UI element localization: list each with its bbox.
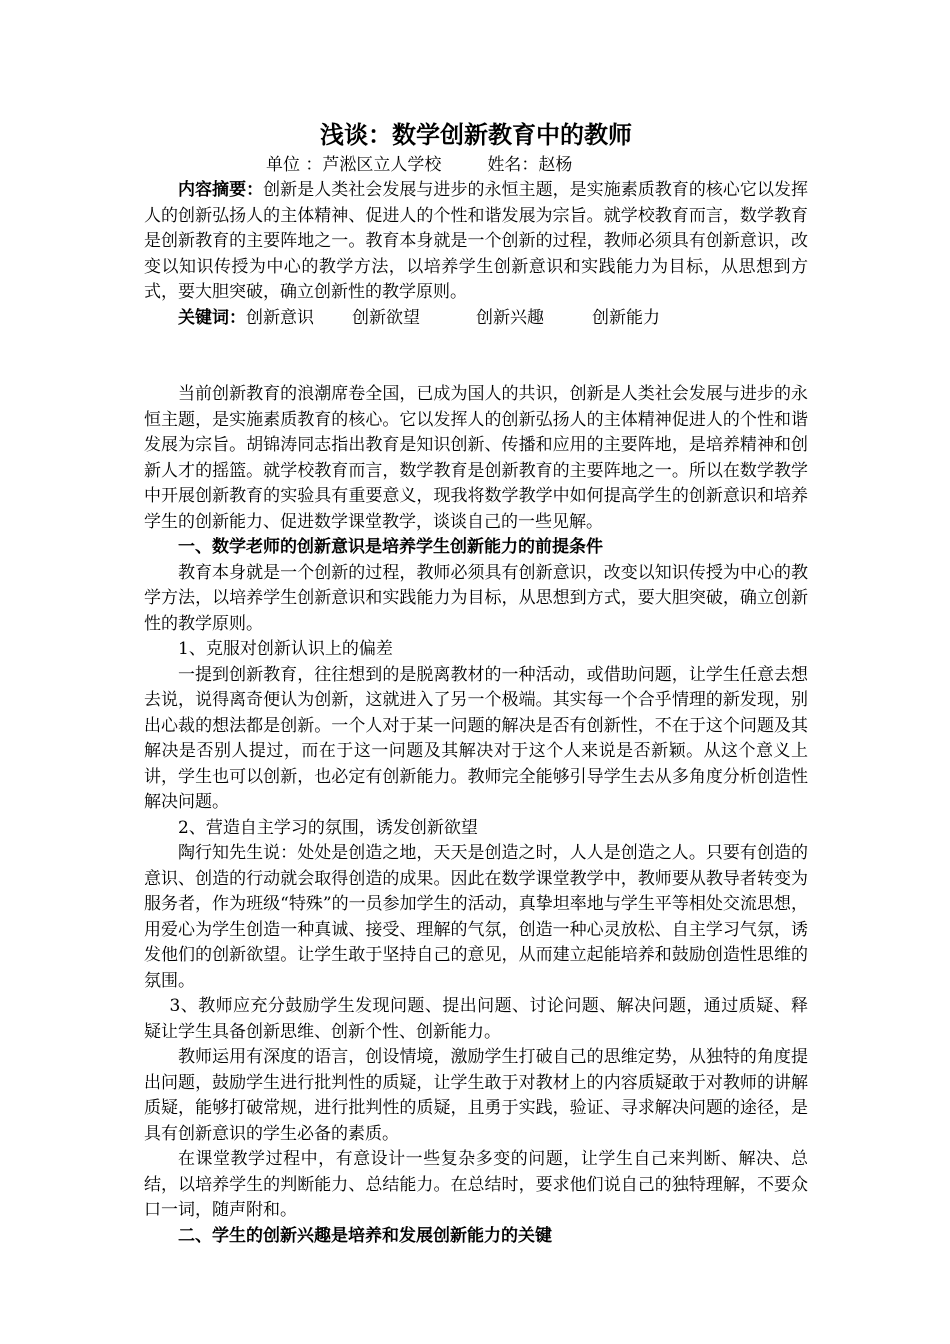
keyword-item: 创新能力: [592, 307, 660, 328]
intro-paragraph: 当前创新教育的浪潮席卷全国，已成为国人的共识，创新是人类社会发展与进步的永恒主题，是实施素质教育的核心。它以发挥人的创新弘扬人的主体精神促进人的个性和谐发展为宗旨。胡锦涛同志指出教育是知识创新、传播和应用的主要阵地，是培养精神和创新人才的摇篮。就学校教育而言，数学教育是创新教育的主要阵地之一。所以在数学教学中开展创新教育的实验具有重要意义，现我将数学教学中如何提高学生的创新意识和培养学生的创新能力、促进数学课堂教学，谈谈自己的一些见解。: [144, 384, 808, 532]
document-page: [144, 118, 808, 1249]
body-paragraph: 在课堂教学过程中，有意设计一些复杂多变的问题，让学生自己来判断、解决、总结，以培养学生的判断能力、总结能力。在总结时，要求他们说自己的独特理解，不要众口一词，随声附和。: [144, 1149, 808, 1220]
abstract-text: 创新是人类社会发展与进步的永恒主题，是实施素质教育的核心它以发挥人的创新弘扬人的主体精神、促进人的个性和谐发展为宗旨。就学校教育而言，数学教育是创新教育的主要阵地之一。教育本身就是一个创新的过程，教师必须具有创新意识，改变以知识传授为中心的教学方法，以培养学生创新意识和实践能力为目标，从思想到方式，要大胆突破，确立创新性的教学原则。: [144, 180, 809, 302]
keyword-item: 创新意识: [246, 307, 314, 328]
author-name: 姓名：赵杨: [487, 155, 573, 175]
keywords-line: [144, 306, 808, 332]
keyword-item: 创新兴趣: [476, 307, 544, 328]
body-paragraph: 教师运用有深度的语言，创设情境，激励学生打破自己的思维定势，从独特的角度提出问题，鼓励学生进行批判性的质疑，让学生敢于对教材上的内容质疑敢于对教师的讲解质疑，能够打破常规，进行批判性的质疑，且勇于实践，验证、寻求解决问题的途径，是具有创新意识的学生必备的素质。: [144, 1047, 808, 1144]
body-paragraph: 陶行知先生说：处处是创造之地，天天是创造之时，人人是创造之人。只要有创造的意识、创造的行动就会取得创造的成果。因此在数学课堂教学中，教师要从教导者转变为服务者，作为班级“特殊”的一员参加学生的活动，真挚坦率地与学生平等相处交流思想，用爱心为学生创造一种真诚、接受、理解的气氛，创造一种心灵放松、自主学习气氛，诱发他们的创新欲望。让学生敢于坚持自己的意见，从而建立起能培养和鼓励创造性思维的氛围。: [144, 843, 808, 991]
abstract-paragraph: [144, 178, 808, 306]
author-line: [144, 152, 808, 178]
body-paragraph: 教育本身就是一个创新的过程，教师必须具有创新意识，改变以知识传授为中心的教学方法，以培养学生创新意识和实践能力为目标，从思想到方式，要大胆突破，确立创新性的教学原则。: [144, 562, 808, 634]
section-heading: 二、学生的创新兴趣是培养和发展创新能力的关键: [178, 1225, 552, 1246]
keyword-item: 创新欲望: [352, 307, 420, 328]
body-paragraph: 一提到创新教育，往往想到的是脱离教材的一种活动，或借助问题，让学生任意去想去说，说得离奇便认为创新，这就进入了另一个极端。其实每一个合乎情理的新发现，别出心裁的想法都是创新。一个人对于某一问题的解决是否有创新性，不在于这个问题及其解决是否别人提过，而在于这一问题及其解决对于这个人来说是否新颖。从这个意义上讲，学生也可以创新，也必定有创新能力。教师完全能够引导学生去从多角度分析创造性解决问题。: [144, 664, 808, 812]
document-title: 浅谈：数学创新教育中的教师: [320, 121, 632, 149]
subsection-heading: 1、克服对创新认识上的偏差: [178, 639, 393, 659]
keywords-label: 关键词：: [178, 307, 246, 328]
subsection-heading: 2、营造自主学习的氛围，诱发创新欲望: [178, 817, 478, 838]
author-unit: 单位 ：芦淞区立人学校: [266, 155, 442, 175]
subsection-heading: 3、教师应充分鼓励学生发现问题、提出问题、讨论问题、解决问题，通过质疑、释疑让学生具备创新思维、创新个性、创新能力。: [144, 996, 808, 1042]
section-heading: 一、数学老师的创新意识是培养学生创新能力的前提条件: [178, 537, 603, 557]
abstract-label: 内容摘要：: [178, 180, 264, 200]
